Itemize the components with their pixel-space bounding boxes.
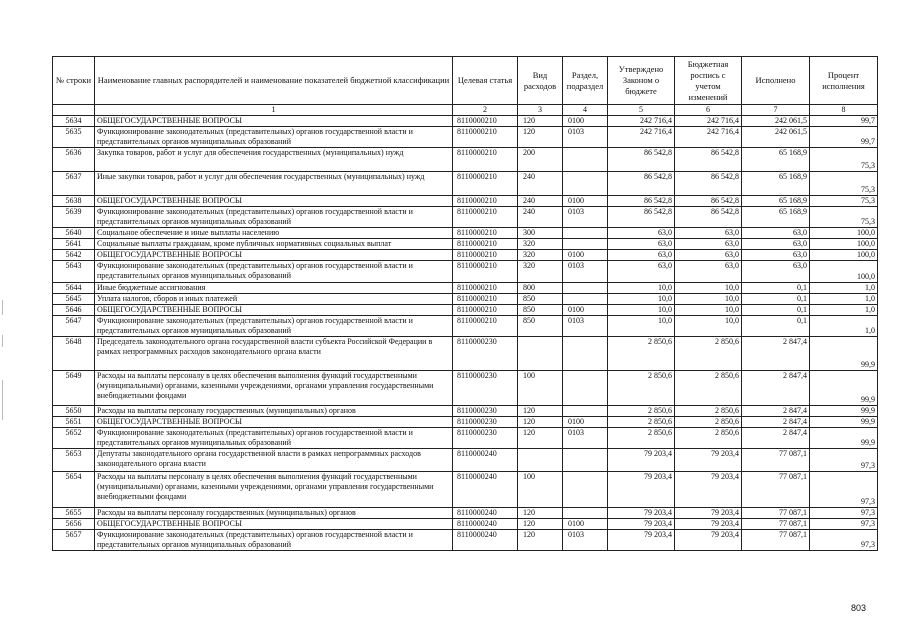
header-row-no: № строки xyxy=(53,57,95,105)
section-cell xyxy=(563,472,608,508)
target-article-cell: 8110000230 xyxy=(453,337,518,371)
percent-cell: 99,7 xyxy=(810,127,878,148)
section-cell xyxy=(563,172,608,196)
budget-list-amount-cell: 2 850,6 xyxy=(675,417,742,428)
table-row xyxy=(53,305,878,316)
expense-type-cell: 800 xyxy=(518,283,563,294)
row-name-cell: Функционирование законодательных (представительных) органов государственной власти и представительных органов муниципальных образований xyxy=(95,127,453,148)
row-name-cell: Иные закупки товаров, работ и услуг для обеспечения государственных (муниципальных) нужд xyxy=(95,172,453,196)
table-row xyxy=(53,371,878,406)
expense-type-cell: 850 xyxy=(518,316,563,337)
section-cell: 0103 xyxy=(563,530,608,551)
approved-amount-cell: 242 716,4 xyxy=(608,116,675,127)
budget-list-amount-cell: 2 850,6 xyxy=(675,371,742,406)
budget-list-amount-cell: 79 203,4 xyxy=(675,449,742,472)
section-cell: 0100 xyxy=(563,417,608,428)
col-num: 1 xyxy=(95,105,453,116)
target-article-cell: 8110000210 xyxy=(453,172,518,196)
percent-cell: 1,0 xyxy=(810,283,878,294)
target-article-cell: 8110000210 xyxy=(453,196,518,207)
row-name-cell: ОБЩЕГОСУДАРСТВЕННЫЕ ВОПРОСЫ xyxy=(95,196,453,207)
table-row xyxy=(53,294,878,305)
section-cell xyxy=(563,239,608,250)
target-article-cell: 8110000240 xyxy=(453,472,518,508)
section-cell xyxy=(563,371,608,406)
approved-amount-cell: 2 850,6 xyxy=(608,337,675,371)
table-row xyxy=(53,449,878,472)
table-row xyxy=(53,239,878,250)
target-article-cell: 8110000240 xyxy=(453,519,518,530)
scan-edge-mark xyxy=(2,335,3,347)
target-article-cell: 8110000210 xyxy=(453,127,518,148)
approved-amount-cell: 79 203,4 xyxy=(608,508,675,519)
approved-amount-cell: 79 203,4 xyxy=(608,519,675,530)
target-article-cell: 8110000210 xyxy=(453,316,518,337)
approved-amount-cell: 79 203,4 xyxy=(608,530,675,551)
row-number-cell: 5634 xyxy=(53,116,95,127)
percent-cell: 99,7 xyxy=(810,116,878,127)
target-article-cell: 8110000210 xyxy=(453,250,518,261)
expense-type-cell: 120 xyxy=(518,417,563,428)
executed-amount-cell: 65 168,9 xyxy=(742,148,810,172)
row-name-cell: Расходы на выплаты персоналу в целях обеспечения выполнения функций государственными (муниципальными) органами, казенными учреждениями, органами управления государственными внебюджетными фондами xyxy=(95,371,453,406)
row-name-cell: Расходы на выплаты персоналу государственных (муниципальных) органов xyxy=(95,508,453,519)
section-cell: 0100 xyxy=(563,519,608,530)
executed-amount-cell: 77 087,1 xyxy=(742,449,810,472)
table-row xyxy=(53,508,878,519)
executed-amount-cell: 2 847,4 xyxy=(742,406,810,417)
expense-type-cell: 120 xyxy=(518,530,563,551)
expense-type-cell xyxy=(518,337,563,371)
percent-cell: 100,0 xyxy=(810,228,878,239)
expense-type-cell: 850 xyxy=(518,305,563,316)
row-number-cell: 5635 xyxy=(53,127,95,148)
section-cell: 0103 xyxy=(563,428,608,449)
section-cell: 0103 xyxy=(563,316,608,337)
table-header-row xyxy=(53,57,878,105)
executed-amount-cell: 0,1 xyxy=(742,283,810,294)
executed-amount-cell: 65 168,9 xyxy=(742,207,810,228)
table-row xyxy=(53,148,878,172)
approved-amount-cell: 63,0 xyxy=(608,261,675,283)
table-row xyxy=(53,250,878,261)
approved-amount-cell: 86 542,8 xyxy=(608,207,675,228)
section-cell xyxy=(563,294,608,305)
target-article-cell: 8110000240 xyxy=(453,508,518,519)
percent-cell: 97,3 xyxy=(810,519,878,530)
budget-list-amount-cell: 10,0 xyxy=(675,305,742,316)
section-cell: 0103 xyxy=(563,127,608,148)
row-number-cell: 5641 xyxy=(53,239,95,250)
executed-amount-cell: 65 168,9 xyxy=(742,196,810,207)
expense-type-cell: 850 xyxy=(518,294,563,305)
executed-amount-cell: 63,0 xyxy=(742,261,810,283)
section-cell: 0103 xyxy=(563,261,608,283)
budget-list-amount-cell: 2 850,6 xyxy=(675,406,742,417)
section-cell xyxy=(563,228,608,239)
header-approved: Утверждено Законом о бюджете xyxy=(608,57,675,105)
budget-list-amount-cell: 79 203,4 xyxy=(675,530,742,551)
row-name-cell: Иные бюджетные ассигнования xyxy=(95,283,453,294)
executed-amount-cell: 77 087,1 xyxy=(742,508,810,519)
executed-amount-cell: 0,1 xyxy=(742,305,810,316)
target-article-cell: 8110000210 xyxy=(453,261,518,283)
executed-amount-cell: 0,1 xyxy=(742,316,810,337)
approved-amount-cell: 79 203,4 xyxy=(608,472,675,508)
table-row xyxy=(53,116,878,127)
row-number-cell: 5650 xyxy=(53,406,95,417)
row-name-cell: Расходы на выплаты персоналу в целях обеспечения выполнения функций государственными (муниципальными) органами, казенными учреждениями, органами управления государственными внебюджетными фондами xyxy=(95,472,453,508)
row-number-cell: 5637 xyxy=(53,172,95,196)
row-name-cell: Социальные выплаты гражданам, кроме публичных нормативных социальных выплат xyxy=(95,239,453,250)
executed-amount-cell: 77 087,1 xyxy=(742,519,810,530)
executed-amount-cell: 63,0 xyxy=(742,239,810,250)
percent-cell: 75,3 xyxy=(810,196,878,207)
budget-list-amount-cell: 2 850,6 xyxy=(675,428,742,449)
executed-amount-cell: 2 847,4 xyxy=(742,428,810,449)
table-row xyxy=(53,519,878,530)
executed-amount-cell: 65 168,9 xyxy=(742,172,810,196)
col-num: 4 xyxy=(563,105,608,116)
row-number-cell: 5645 xyxy=(53,294,95,305)
col-num: 3 xyxy=(518,105,563,116)
approved-amount-cell: 63,0 xyxy=(608,239,675,250)
target-article-cell: 8110000210 xyxy=(453,239,518,250)
budget-list-amount-cell: 79 203,4 xyxy=(675,472,742,508)
percent-cell: 100,0 xyxy=(810,261,878,283)
budget-list-amount-cell: 86 542,8 xyxy=(675,172,742,196)
approved-amount-cell: 86 542,8 xyxy=(608,196,675,207)
col-num: 5 xyxy=(608,105,675,116)
scan-edge-mark xyxy=(2,380,3,420)
table-row xyxy=(53,283,878,294)
row-number-cell: 5654 xyxy=(53,472,95,508)
row-number-cell: 5649 xyxy=(53,371,95,406)
budget-list-amount-cell: 63,0 xyxy=(675,228,742,239)
row-number-cell: 5638 xyxy=(53,196,95,207)
row-number-cell: 5643 xyxy=(53,261,95,283)
percent-cell: 97,3 xyxy=(810,449,878,472)
row-name-cell: Социальное обеспечение и иные выплаты населению xyxy=(95,228,453,239)
approved-amount-cell: 10,0 xyxy=(608,305,675,316)
percent-cell: 99,9 xyxy=(810,371,878,406)
table-row xyxy=(53,428,878,449)
approved-amount-cell: 10,0 xyxy=(608,283,675,294)
row-name-cell: ОБЩЕГОСУДАРСТВЕННЫЕ ВОПРОСЫ xyxy=(95,417,453,428)
expense-type-cell: 100 xyxy=(518,371,563,406)
budget-list-amount-cell: 10,0 xyxy=(675,294,742,305)
approved-amount-cell: 86 542,8 xyxy=(608,148,675,172)
percent-cell: 100,0 xyxy=(810,250,878,261)
row-number-cell: 5647 xyxy=(53,316,95,337)
table-row xyxy=(53,261,878,283)
target-article-cell: 8110000210 xyxy=(453,305,518,316)
approved-amount-cell: 79 203,4 xyxy=(608,449,675,472)
row-name-cell: ОБЩЕГОСУДАРСТВЕННЫЕ ВОПРОСЫ xyxy=(95,305,453,316)
row-number-cell: 5642 xyxy=(53,250,95,261)
executed-amount-cell: 2 847,4 xyxy=(742,417,810,428)
row-number-cell: 5646 xyxy=(53,305,95,316)
expense-type-cell: 200 xyxy=(518,148,563,172)
executed-amount-cell: 63,0 xyxy=(742,228,810,239)
target-article-cell: 8110000210 xyxy=(453,294,518,305)
percent-cell: 99,9 xyxy=(810,428,878,449)
budget-list-amount-cell: 79 203,4 xyxy=(675,519,742,530)
budget-table xyxy=(52,56,878,551)
section-cell: 0100 xyxy=(563,305,608,316)
expense-type-cell: 320 xyxy=(518,261,563,283)
percent-cell: 75,3 xyxy=(810,172,878,196)
row-name-cell: Уплата налогов, сборов и иных платежей xyxy=(95,294,453,305)
row-name-cell: Функционирование законодательных (представительных) органов государственной власти и представительных органов муниципальных образований xyxy=(95,428,453,449)
budget-list-amount-cell: 79 203,4 xyxy=(675,508,742,519)
expense-type-cell: 240 xyxy=(518,172,563,196)
budget-list-amount-cell: 63,0 xyxy=(675,261,742,283)
target-article-cell: 8110000210 xyxy=(453,116,518,127)
section-cell xyxy=(563,406,608,417)
budget-list-amount-cell: 10,0 xyxy=(675,283,742,294)
expense-type-cell: 300 xyxy=(518,228,563,239)
header-percent: Процент исполнения xyxy=(810,57,878,105)
section-cell xyxy=(563,337,608,371)
budget-list-amount-cell: 242 716,4 xyxy=(675,127,742,148)
table-row xyxy=(53,228,878,239)
expense-type-cell: 120 xyxy=(518,127,563,148)
approved-amount-cell: 10,0 xyxy=(608,294,675,305)
section-cell: 0100 xyxy=(563,116,608,127)
expense-type-cell: 240 xyxy=(518,196,563,207)
approved-amount-cell: 63,0 xyxy=(608,228,675,239)
scan-edge-mark xyxy=(2,300,3,315)
row-number-cell: 5657 xyxy=(53,530,95,551)
percent-cell: 75,3 xyxy=(810,207,878,228)
row-name-cell: Функционирование законодательных (представительных) органов государственной власти и представительных органов муниципальных образований xyxy=(95,530,453,551)
section-cell xyxy=(563,283,608,294)
header-executed: Исполнено xyxy=(742,57,810,105)
row-number-cell: 5651 xyxy=(53,417,95,428)
row-name-cell: Функционирование законодательных (представительных) органов государственной власти и представительных органов муниципальных образований xyxy=(95,261,453,283)
target-article-cell: 8110000240 xyxy=(453,530,518,551)
expense-type-cell: 320 xyxy=(518,239,563,250)
expense-type-cell: 100 xyxy=(518,472,563,508)
section-cell: 0103 xyxy=(563,207,608,228)
table-body xyxy=(53,116,878,551)
row-number-cell: 5656 xyxy=(53,519,95,530)
approved-amount-cell: 242 716,4 xyxy=(608,127,675,148)
executed-amount-cell: 2 847,4 xyxy=(742,337,810,371)
row-name-cell: Расходы на выплаты персоналу государственных (муниципальных) органов xyxy=(95,406,453,417)
expense-type-cell: 120 xyxy=(518,428,563,449)
row-number-cell: 5639 xyxy=(53,207,95,228)
header-target: Целевая статья xyxy=(453,57,518,105)
row-name-cell: Функционирование законодательных (представительных) органов государственной власти и представительных органов муниципальных образований xyxy=(95,207,453,228)
row-name-cell: ОБЩЕГОСУДАРСТВЕННЫЕ ВОПРОСЫ xyxy=(95,519,453,530)
header-section: Раздел, подраздел xyxy=(563,57,608,105)
table-row xyxy=(53,472,878,508)
table-row xyxy=(53,127,878,148)
target-article-cell: 8110000230 xyxy=(453,371,518,406)
target-article-cell: 8110000210 xyxy=(453,228,518,239)
row-number-cell: 5653 xyxy=(53,449,95,472)
expense-type-cell: 120 xyxy=(518,116,563,127)
section-cell xyxy=(563,508,608,519)
table-row xyxy=(53,530,878,551)
table-row xyxy=(53,337,878,371)
percent-cell: 1,0 xyxy=(810,294,878,305)
percent-cell: 1,0 xyxy=(810,316,878,337)
percent-cell: 1,0 xyxy=(810,305,878,316)
executed-amount-cell: 77 087,1 xyxy=(742,472,810,508)
executed-amount-cell: 0,1 xyxy=(742,294,810,305)
row-number-cell: 5648 xyxy=(53,337,95,371)
budget-list-amount-cell: 86 542,8 xyxy=(675,148,742,172)
percent-cell: 100,0 xyxy=(810,239,878,250)
table-row xyxy=(53,207,878,228)
table-row xyxy=(53,406,878,417)
budget-list-amount-cell: 63,0 xyxy=(675,250,742,261)
page-number: 803 xyxy=(851,603,867,613)
row-number-cell: 5644 xyxy=(53,283,95,294)
row-name-cell: ОБЩЕГОСУДАРСТВЕННЫЕ ВОПРОСЫ xyxy=(95,250,453,261)
percent-cell: 97,3 xyxy=(810,530,878,551)
col-num: 7 xyxy=(742,105,810,116)
expense-type-cell: 120 xyxy=(518,519,563,530)
percent-cell: 99,9 xyxy=(810,337,878,371)
approved-amount-cell: 2 850,6 xyxy=(608,428,675,449)
section-cell: 0100 xyxy=(563,250,608,261)
row-number-cell: 5640 xyxy=(53,228,95,239)
target-article-cell: 8110000210 xyxy=(453,148,518,172)
row-name-cell: ОБЩЕГОСУДАРСТВЕННЫЕ ВОПРОСЫ xyxy=(95,116,453,127)
target-article-cell: 8110000230 xyxy=(453,428,518,449)
expense-type-cell: 320 xyxy=(518,250,563,261)
section-cell: 0100 xyxy=(563,196,608,207)
executed-amount-cell: 63,0 xyxy=(742,250,810,261)
table-row xyxy=(53,316,878,337)
percent-cell: 97,3 xyxy=(810,472,878,508)
target-article-cell: 8110000210 xyxy=(453,283,518,294)
section-cell xyxy=(563,449,608,472)
expense-type-cell: 120 xyxy=(518,508,563,519)
expense-type-cell: 120 xyxy=(518,406,563,417)
column-number-row xyxy=(53,105,878,116)
executed-amount-cell: 242 061,5 xyxy=(742,116,810,127)
percent-cell: 75,3 xyxy=(810,148,878,172)
row-number-cell: 5652 xyxy=(53,428,95,449)
col-num: 6 xyxy=(675,105,742,116)
percent-cell: 99,9 xyxy=(810,417,878,428)
row-name-cell: Председатель законодательного органа государственной власти субъекта Российской Федерации в рамках непрограммных расходов законодательного органа власти xyxy=(95,337,453,371)
budget-list-amount-cell: 242 716,4 xyxy=(675,116,742,127)
row-name-cell: Закупка товаров, работ и услуг для обеспечения государственных (муниципальных) нужд xyxy=(95,148,453,172)
expense-type-cell: 240 xyxy=(518,207,563,228)
budget-list-amount-cell: 63,0 xyxy=(675,239,742,250)
executed-amount-cell: 77 087,1 xyxy=(742,530,810,551)
approved-amount-cell: 63,0 xyxy=(608,250,675,261)
approved-amount-cell: 2 850,6 xyxy=(608,406,675,417)
row-name-cell: Депутаты законодательного органа государственной власти в рамках непрограммных расходов законодательного органа власти xyxy=(95,449,453,472)
budget-list-amount-cell: 2 850,6 xyxy=(675,337,742,371)
col-num: 8 xyxy=(810,105,878,116)
target-article-cell: 8110000210 xyxy=(453,207,518,228)
percent-cell: 97,3 xyxy=(810,508,878,519)
percent-cell: 99,9 xyxy=(810,406,878,417)
header-exp-type: Вид расходов xyxy=(518,57,563,105)
executed-amount-cell: 242 061,5 xyxy=(742,127,810,148)
header-name: Наименование главных распорядителей и наименование показателей бюджетной классификации xyxy=(95,57,453,105)
approved-amount-cell: 2 850,6 xyxy=(608,371,675,406)
row-number-cell: 5636 xyxy=(53,148,95,172)
table-row xyxy=(53,196,878,207)
executed-amount-cell: 2 847,4 xyxy=(742,371,810,406)
col-num xyxy=(53,105,95,116)
row-name-cell: Функционирование законодательных (представительных) органов государственной власти и представительных органов муниципальных образований xyxy=(95,316,453,337)
row-number-cell: 5655 xyxy=(53,508,95,519)
budget-list-amount-cell: 86 542,8 xyxy=(675,207,742,228)
budget-list-amount-cell: 10,0 xyxy=(675,316,742,337)
section-cell xyxy=(563,148,608,172)
approved-amount-cell: 2 850,6 xyxy=(608,417,675,428)
header-budget-list: Бюджетная роспись с учетом изменений xyxy=(675,57,742,105)
approved-amount-cell: 86 542,8 xyxy=(608,172,675,196)
target-article-cell: 8110000230 xyxy=(453,417,518,428)
expense-type-cell xyxy=(518,449,563,472)
table-row xyxy=(53,417,878,428)
budget-list-amount-cell: 86 542,8 xyxy=(675,196,742,207)
target-article-cell: 8110000240 xyxy=(453,449,518,472)
col-num: 2 xyxy=(453,105,518,116)
approved-amount-cell: 10,0 xyxy=(608,316,675,337)
table-row xyxy=(53,172,878,196)
target-article-cell: 8110000230 xyxy=(453,406,518,417)
